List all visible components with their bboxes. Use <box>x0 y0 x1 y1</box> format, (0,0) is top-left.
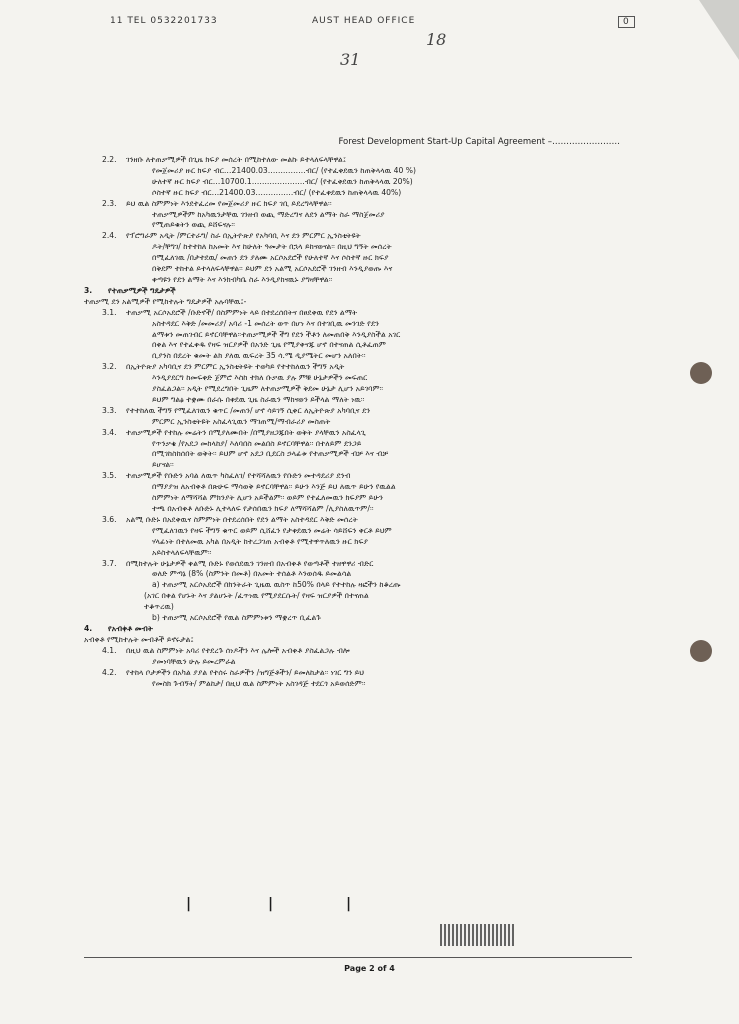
clause-text: ይህ ዉል ስምምነት እንደተፈረመ የመጀመሪያ ዙር ክፍያ ገቢ ይደረግላቸዋል፡፡ <box>126 198 332 208</box>
clause-number: 3.6. <box>102 514 117 524</box>
clause-text: የተከላ ቦታዎችን በአካል ያያል የተሰሩ ስራዎችን /ዝግጅቶችን/ ይመለከታል፡፡ ነገር ግን ይህ <box>126 667 365 677</box>
clause-text: ዶት/ቸግገ/ ከተተከለ ከአመት እና ከሁለት ዓመታት በኋላ ይከናወናል፡፡ በዚህ ግኝት መሰረት <box>152 242 392 252</box>
clause-text: የመስክ ጉብኝት/ ምልከታ/ በዚህ ዉል ስምምነት አስገዳጅ ተደርጎ አይወሰድም፡፡ <box>152 678 366 688</box>
footer-rule <box>84 957 632 958</box>
text-line <box>84 613 632 624</box>
clause-text: ተቆጥረዉ) <box>144 602 174 612</box>
clause-number: 4. <box>84 623 93 633</box>
clause-number: 3.1. <box>102 307 117 317</box>
margin-mark: | <box>346 896 352 912</box>
text-line <box>84 286 632 297</box>
text-line <box>84 657 632 668</box>
clause-number: 3.5. <box>102 471 117 481</box>
clause-number: 4.2. <box>102 667 117 677</box>
text-line <box>84 668 632 679</box>
text-line <box>84 548 632 559</box>
text-line <box>84 253 632 264</box>
text-line <box>84 362 632 373</box>
clause-number: 3.7. <box>102 558 117 568</box>
clause-text: (አገር በቀል የሆኑት እና ያልሆኑት /ፈጥነዉ የሚያደርሱት/ የዛፍ ዝርያዎች በተናጠል <box>144 591 369 601</box>
text-line <box>84 384 632 395</box>
text-line <box>84 537 632 548</box>
clause-text: ስምምነት ለማሻሻል ምክንያት ሊሆን አይችልም፡፡ ወይም የተፈለመዉን ክፍያም ይሁን <box>152 493 383 503</box>
text-line <box>84 308 632 319</box>
text-line <box>84 231 632 242</box>
clause-text: የሚፈለገዉን የዛፍ ችግኝ ቁጥር ወይም ሲሸፈን የታቀደዉን መሬት ሳይሸፍን ቀርቶ ይህም <box>152 525 392 535</box>
text-line <box>84 559 632 570</box>
text-line <box>84 635 632 646</box>
clause-text: ተጠቃሚዎች የተከሉ መሬትን በሚያለሙበት /በሚያዘጋጁበት ወቅት ያላቸዉን አስፈላጊ <box>126 427 366 437</box>
clause-text: የጥንቃቄ /የአደጋ መከላከያ/ እለባበስ መልበስ ይኖርባቸዋል፡፡ በተለይም ደንጋይ <box>152 438 362 448</box>
text-line <box>84 515 632 526</box>
text-line <box>84 220 632 231</box>
text-line <box>84 340 632 351</box>
clause-text: አስተዳደር እቅድ /መመሪያ/ አባሪ -1 መሰረት ወጥ በሆነ እና በተገቢዉ መንገድ የደን <box>152 318 379 328</box>
text-line <box>84 526 632 537</box>
clause-text: የአብቀቶ መብት <box>108 623 153 633</box>
clause-number: 2.2. <box>102 155 117 164</box>
clause-text: በቀል እና የተፈቀዱ የዛፍ ዝርያዎች በአንድ ጊዜ የሚያቀናጁ ሆኖ በተናጠል ሲቶፈጠም <box>152 340 386 350</box>
clause-text: ሶስተኛ ዙር ክፍያ ብር…21400.03……………ብር/ (የተፈቀደዉን ከጠቅላላዉ 40%) <box>152 187 402 197</box>
clause-text: b) ተጠቃሚ አርሶአደሮች የዉል ስምምነቱን ማቋረጥ ቢፈልጉ <box>152 613 322 623</box>
text-line <box>84 297 632 308</box>
clause-text: ይህም ግልፅ ተቋሙ በራሱ በቀደዉ ጊዜ ስራዉን ማከናወን ይችላል ማለት ነዉ፡፡ <box>152 394 365 404</box>
clause-text: በቅደም ተከተል ይተላለፍላቸዋል፡፡ ይህም ደን አልሚ አርሶአደሮች ገንዘብ እንዲያወጡ እና <box>152 264 393 274</box>
clause-text: ቢያንስ በደረት ቁመት ልክ ያለዉ ዉፍረት 35 ሳ.ሜ ዲያሜትር መሆን አለበት፡፡ <box>152 351 366 361</box>
text-line <box>84 482 632 493</box>
text-line <box>84 428 632 439</box>
text-line <box>84 460 632 471</box>
clause-number: 2.3. <box>102 198 117 208</box>
agreement-body <box>84 155 632 689</box>
clause-text: እንዲያደርግ ከመፍቀድ ጀምሮ እስከ ተክለ ቡቃዉ ያሉ ምቹ ሁኔታዎችን መፍጠር <box>152 373 368 383</box>
text-line <box>84 177 632 188</box>
text-line <box>84 679 632 690</box>
clause-number: 2.4. <box>102 231 117 241</box>
text-line <box>84 395 632 406</box>
clause-text: በሚፈለገዉ /በታተደዉ/ መጠን ደን ያለሙ አርሶአደሮች የሁለተኛ እና ሶስተኛ ዙር ክፍያ <box>152 253 389 263</box>
text-line <box>84 439 632 450</box>
text-line <box>84 569 632 580</box>
clause-text: ያመነባቸዉን ሁሉ ይመረምራል <box>152 656 236 666</box>
clause-text: በኢትዮጵያ አካባቢና ደን ምርምር ኢንስቲትዩት ተወካይ የተተከለዉን ችግኝ አዲት <box>126 362 345 372</box>
clause-number: 3.2. <box>102 362 117 372</box>
text-line <box>84 493 632 504</box>
clause-text: ገንዘቡ ለተጠቃሚዎች በጊዜ ክፍያ መሰረት በሚከተለው መልኩ ይተላለፍላቸዋል፤ <box>126 155 346 164</box>
fax-header <box>0 16 739 32</box>
punch-hole <box>690 640 712 662</box>
text-line <box>84 330 632 341</box>
text-line <box>84 188 632 199</box>
margin-mark: | <box>268 896 274 912</box>
text-line <box>84 351 632 362</box>
text-line <box>84 580 632 591</box>
text-line <box>84 373 632 384</box>
clause-text: ሁለተኛ ዙር ክፍያ ብር…10700.1…………………ብር/ (የተፈቀደዉን ከጠቅላላዉ 20%) <box>152 176 413 186</box>
clause-text: በዚህ ዉል ስምምነት አባሪ የተደረጉ ሰነዶችን እና ሌሎች አብቀቶ ያስፈልጋሉ ብሎ <box>126 645 350 655</box>
clause-text: የተጠቃሚዎች ግዴታዎች <box>108 285 176 295</box>
clause-text: አብቀቶ የሚከተሉት መብቶች ይኖሩታል፤ <box>84 634 194 644</box>
text-line <box>84 264 632 275</box>
fax-sender: AUST HEAD OFFICE <box>312 16 416 26</box>
text-line <box>84 602 632 613</box>
clause-text: a) ተጠቃሚ አርሶአደሮች በክንትራት ጊዜዉ ዉስጥ ከ50% በላይ የተተከሉ ዛፎችን ከቆረጡ <box>152 580 401 590</box>
text-line <box>84 646 632 657</box>
text-line <box>84 417 632 428</box>
clause-text: ይሆናል፡፡ <box>152 460 174 470</box>
clause-text: የተተከለዉ ችግኝ የሚፈለገዉን ቁጥር /መጠን/ ሆኖ ሳይገኝ ሲቀር ለኢትዮጵያ አካባቢና ደን <box>126 405 371 415</box>
clause-number: 4.1. <box>102 645 117 655</box>
clause-number: 3. <box>84 285 93 295</box>
clause-text: ሃላፊነት በተለመዉ አካል በአዲት ከተረጋገጠ አብቀቶ የሚተዋጥለዉን ዙር ክፍያ <box>152 536 368 546</box>
clause-text: አልሚ ቡድኑ በአደቀዉና ስምምነት በተደረሰበት የደን ልማት አስተዳደር እቅድ መሰረት <box>126 514 358 524</box>
clause-text: ተጫ በአብቀቶ ለቡድኑ ሊተላለፍ የታሰበዉን ክፍያ ለማሻሻልም /ሊያስለዉጥም/፡፡ <box>152 504 374 513</box>
clause-text: በሚገከስከሰበት ወቅት፡፡ ይህም ሆኖ አደጋ ቢደርስ ኃላፊቱ የተጠቃሚዎች ብቻ እና ብቻ <box>152 449 389 459</box>
page-number: Page 2 of 4 <box>344 964 395 973</box>
handwritten-sub-number: 31 <box>340 50 361 69</box>
fax-box-mark: 0 <box>618 16 635 28</box>
punch-hole <box>690 362 712 384</box>
text-line <box>84 275 632 286</box>
clause-text: ተጠቃሚዎችም ከአካዉንታቸዉ ገንዘብ ወጪ ማድረግና ለደን ልማት ስራ ማስጀመሪያ <box>152 209 385 219</box>
clause-text: የሚጠይቁትን ወጪ ይሸፍናሉ፡፡ <box>152 220 236 230</box>
clause-text: በማያያዝ ለአብቀቶ በጽሁፍ ማሳወቅ ይኖርባቸዋል፡፡ ይሁን እንጅ ይህ ለዉጥ ይሁን የዉልል <box>152 482 396 492</box>
handwritten-number: 18 <box>426 30 447 49</box>
fax-phone: 11 TEL 0532201733 <box>110 16 218 26</box>
text-line <box>84 242 632 253</box>
clause-text: ልማቱን መጠገብር ይኖርባቸዋል፡፡ተጠቃሚዎች ችግ የደን ችቶን ለመጠበቅ እንዲያስችል አገር <box>152 329 401 339</box>
running-header: Forest Development Start-Up Capital Agreement –…………………… <box>338 137 620 147</box>
text-line <box>84 591 632 602</box>
clause-text: ተጠቃሚዎች የቡድን አባል ለዉጥ ካስፈለገ/ የተሻሻለዉን የቡድን መተዳደሪያ ደንብ <box>126 471 351 481</box>
clause-number: 3.3. <box>102 405 117 415</box>
text-line <box>84 166 632 177</box>
text-line <box>84 624 632 635</box>
stamp-mark <box>440 924 514 946</box>
text-line <box>84 199 632 210</box>
clause-text: ቀጣዩን የደን ልማት እና እንክብካቤ ስራ እንዲያከናዉኑ ያግዛቸዋል፡፡ <box>152 274 333 284</box>
clause-text: በሚከተሉት ሁኔታዎች ቀልሚ ቡድኑ የወሰደዉን ገንዘብ በአብቀቶ የወጣቶች ተዘዋዋሪ ብድር <box>126 558 374 568</box>
text-line <box>84 319 632 330</box>
text-line <box>84 406 632 417</box>
text-line <box>84 155 632 166</box>
clause-number: 3.4. <box>102 427 117 437</box>
clause-text: የፕሮግራም አዲት /ምርተራግ/ ስራ በኢትዮጵያ የአካባቢ እና ደን ምርምር ኢንስቲትዩት <box>126 231 361 241</box>
clause-text: ያስፈልጋል፡፡ አዲት የሚደረግበት ጊዜም ለተጠቃሚዎች ቅደመ ሁኔታ ሊሆን አይገባም፡፡ <box>152 384 384 394</box>
clause-text: ተጠቃሚ ደን አልሚዎች የሚከተሉት ግዴታዎች አሉባቸዉ፤- <box>84 296 247 306</box>
text-line <box>84 449 632 460</box>
clause-text: ወለድ ምጣኔ (8% (ስምንት በመቶ) በአመት ተሰልቶ እንወሰዱ ይመልሳል <box>152 569 352 579</box>
margin-mark: | <box>186 896 192 912</box>
text-line <box>84 471 632 482</box>
clause-text: ተጠቃሚ አርሶአደሮች /ቡድኖች/ በስምምነት ላይ በተደረሰበትና በፀደቀዉ የደን ልማት <box>126 307 358 317</box>
text-line <box>84 504 632 515</box>
clause-text: የመጀመሪያ ዙር ክፍያ ብር…21400.03……………ብር/ (የተፈቀደዉን ከጠቅላላዉ 40 %) <box>152 165 416 175</box>
text-line <box>84 210 632 221</box>
clause-text: አይስተላለፍላቸዉም፡፡ <box>152 547 212 557</box>
clause-text: ምርምር ኢንስቲትዩት አስፈላጊዉን ማገጠሚ/ማብራሪያ መስጠት <box>152 416 331 426</box>
